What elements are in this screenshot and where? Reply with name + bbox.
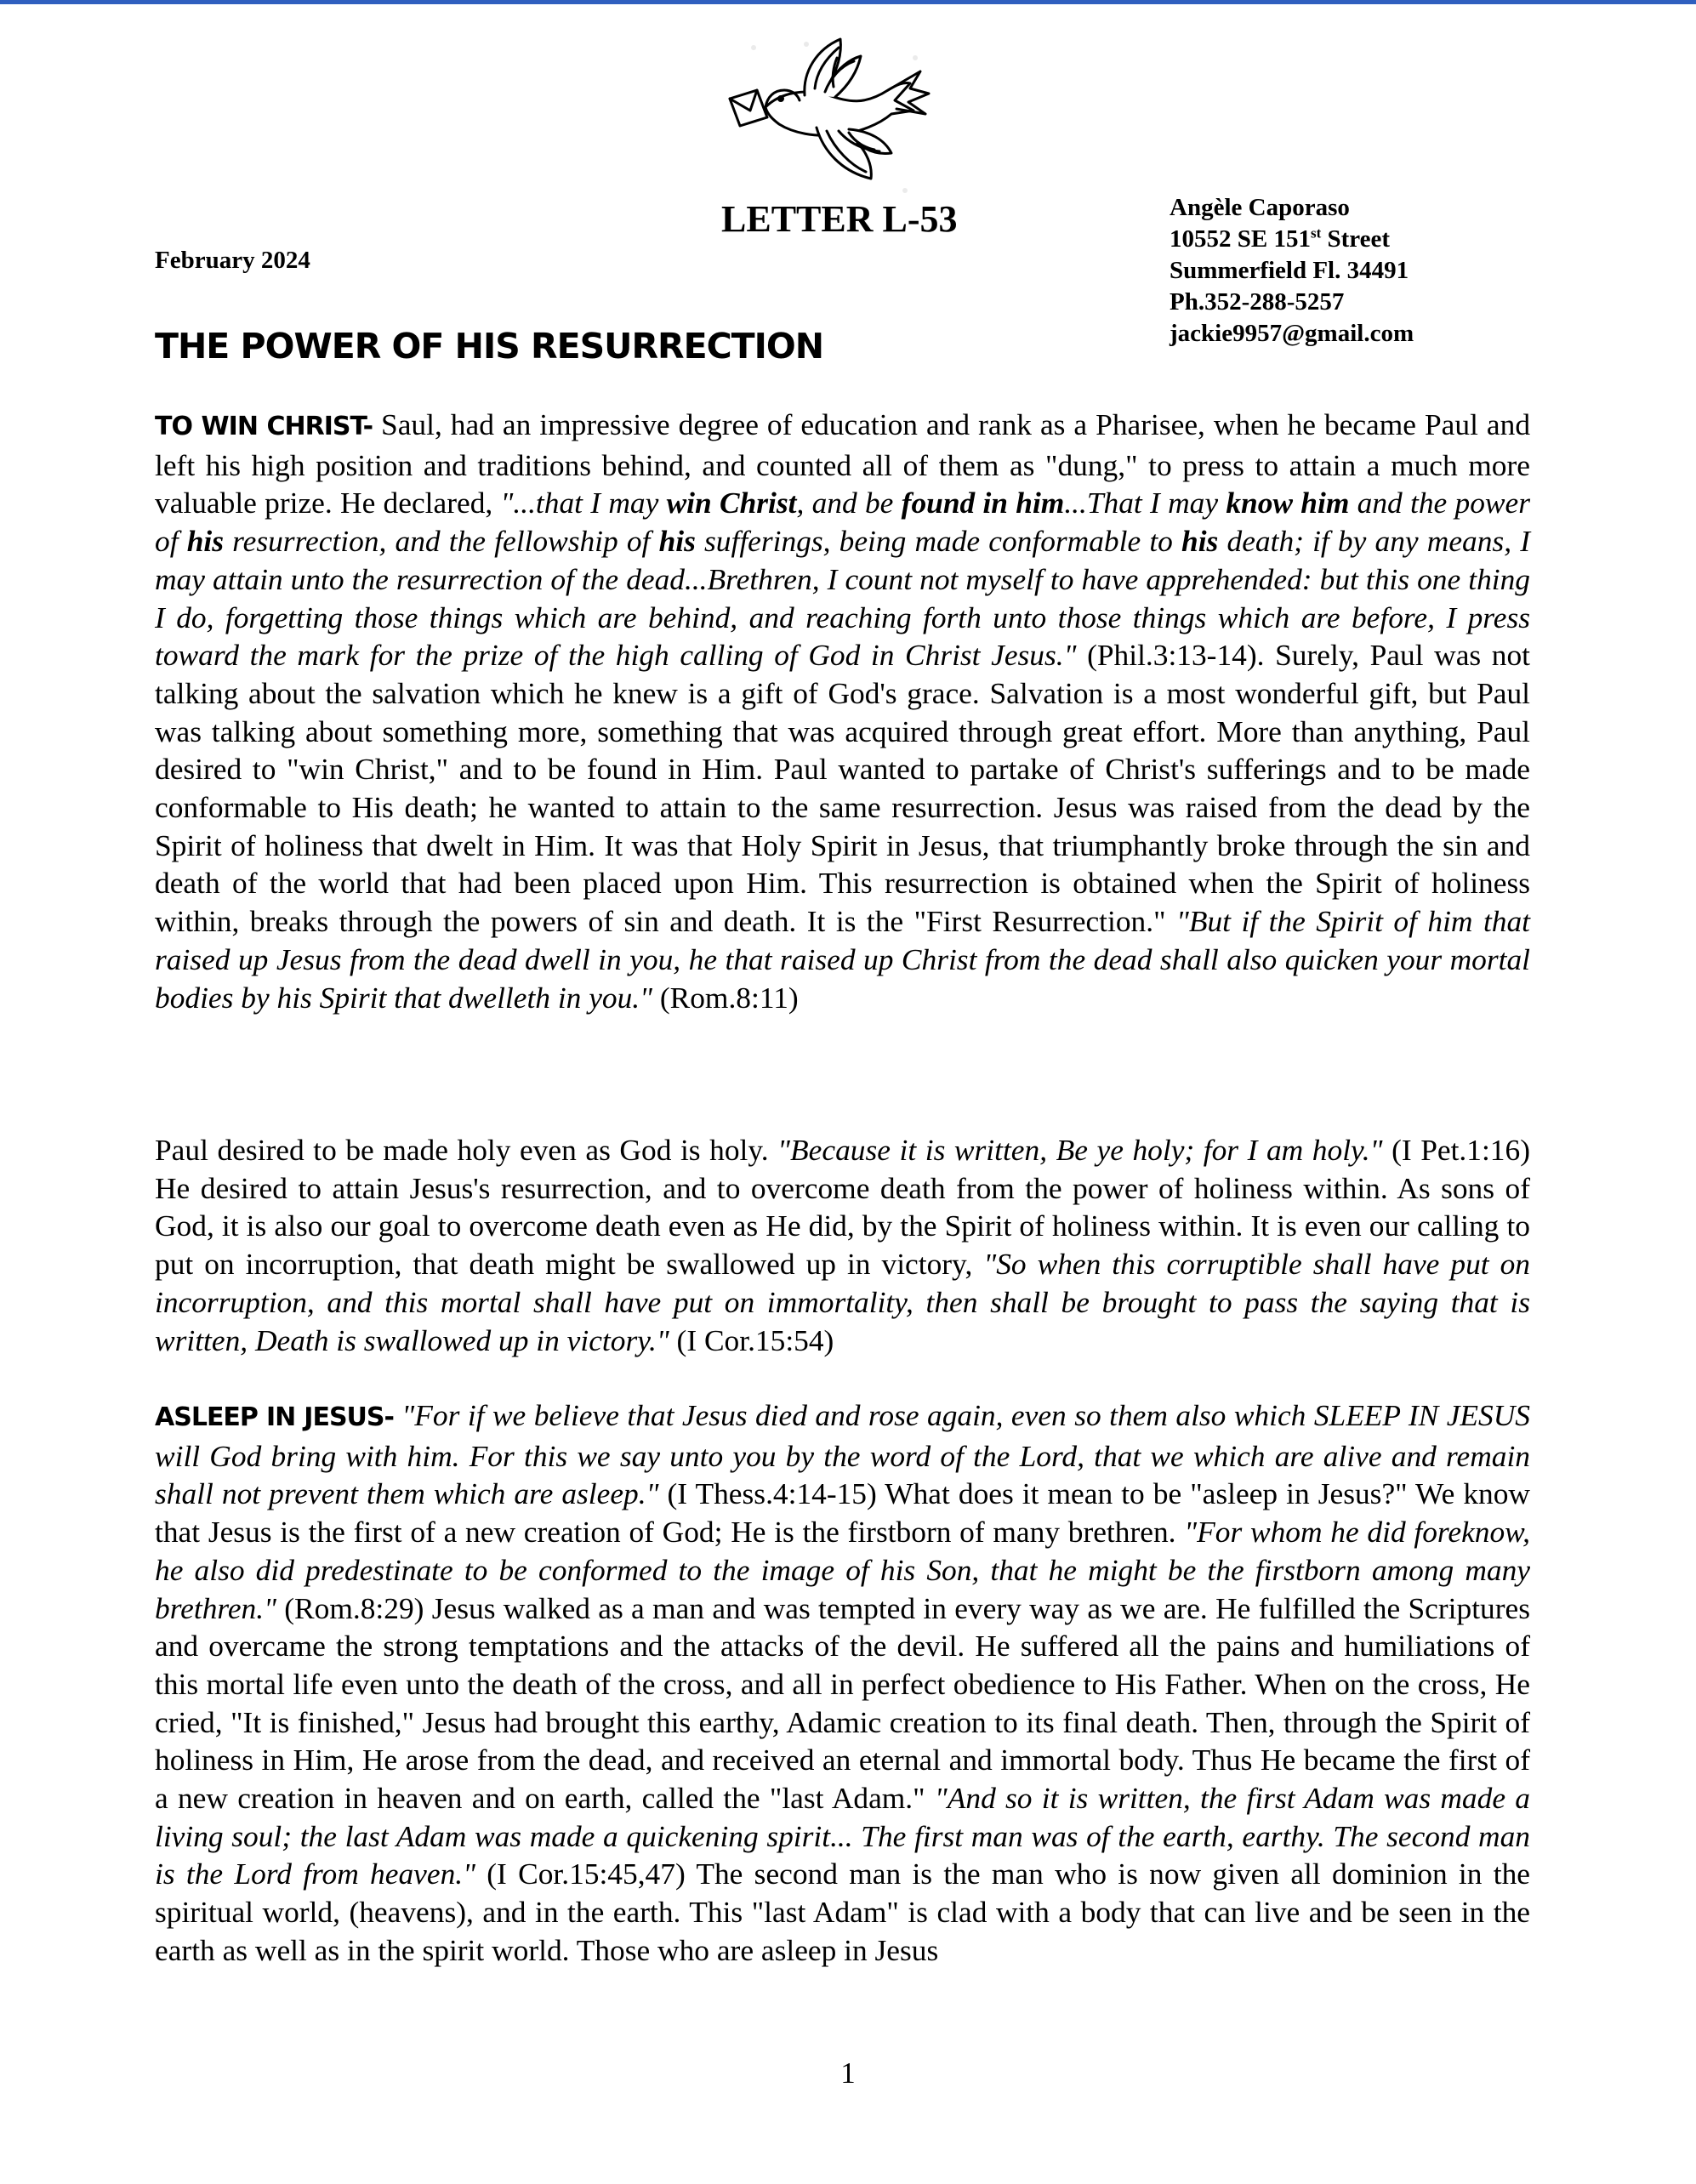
text: (I Pet.1:16) He desired to attain Jesus's resurrection, and to overcome death from the power of holiness within. As sons of God, it is also our goal to overcome death even as He did, by the Spirit of holiness within. It is even our calling to put on incorruption, that death might be swallowed up in victory,	[155, 1133, 1530, 1282]
quote: "So when this corruptible shall have put on incorruption, and this mortal shall have put on immortality, then shall be brought to pass the saying that is written, Death is swallowed up in victory."	[155, 1247, 1530, 1357]
text: Saul, had an impressive degree of education and rank as a Pharisee, when he became Paul and left his high position and traditions behind, and counted all of them as "dung," to press to attain a much more valuable prize. He declared,	[155, 407, 1531, 520]
quote: and the power of	[155, 486, 1530, 559]
sender-phone: Ph.352-288-5257	[1170, 288, 1345, 316]
quote: "Because it is written, Be ye holy; for I am holy."	[777, 1133, 1383, 1167]
text: (Rom.8:29) Jesus walked as a man and was tempted in every way as we are. He fulfilled the Scriptures and overcame the strong temptations and the attacks of the devil. He suffered all the pains and humiliations of this mortal life even unto the death of the cross, and all in perfect obedience to His Father. When on the cross, He cried, "It is finished," Jesus had brought this earthy, Adamic creation to its final death. Then, through the Spirit of holiness in Him, He arose from the dead, and received an eternal and immortal body. Thus He became the first of a new creation in heaven and on earth, called the "last Adam."	[155, 1590, 1530, 1816]
emphasis: his	[658, 524, 696, 559]
letter-date: February 2024	[155, 247, 310, 274]
quote: sufferings, being made conformable to	[695, 524, 1182, 559]
sender-street	[1170, 224, 1414, 255]
quote: resurrection, and the fellowship of	[224, 524, 659, 559]
dove-with-letter-icon	[721, 32, 934, 202]
sender-city: Summerfield Fl. 34491	[1170, 257, 1409, 284]
quote: ...That I may	[1064, 486, 1226, 520]
emphasis: his	[186, 524, 224, 559]
quote: "...that I may	[500, 486, 667, 520]
emphasis: found in him	[901, 486, 1065, 520]
street-name: Street	[1321, 225, 1391, 253]
emphasis: win Christ	[666, 486, 797, 520]
text: (I Cor.15:54)	[669, 1322, 834, 1357]
paragraph-asleep-in-jesus	[155, 1396, 1530, 1970]
section-lead-win-christ: TO WIN CHRIST-	[155, 412, 373, 441]
text: (I Cor.15:45,47) The second man is the man who is now given all dominion in the spiritual world, (heavens), and in the earth. This "last Adam" is clad with a body that can live and be seen in the earth as well as in the spirit world. Those who are asleep in Jesus	[155, 1857, 1530, 1967]
section-lead-asleep-in-jesus: ASLEEP IN JESUS-	[155, 1402, 394, 1432]
street-suffix: st	[1310, 225, 1322, 242]
text: (Rom.8:11)	[652, 980, 799, 1015]
letter-title: LETTER L-53	[721, 198, 958, 240]
main-heading: THE POWER OF HIS RESURRECTION	[155, 326, 824, 367]
quote: "For whom he did foreknow, he also did predestinate to be conformed to the image of his Son, that he might be the firstborn among many brethren."	[155, 1515, 1531, 1625]
paragraph-win-christ	[155, 406, 1530, 1016]
quote: , and be	[796, 486, 902, 520]
text: (I Thess.4:14-15) What does it mean to be "asleep in Jesus?" We know that Jesus is the first of a new creation of God; He is the firstborn of many brethren.	[155, 1476, 1530, 1550]
emphasis: his	[1181, 524, 1219, 559]
quote: "And so it is written, the first Adam was made a living soul; the last Adam was made a quickening spirit... The first man was of the earth, earthy. The second man is the Lord from heaven."	[155, 1781, 1531, 1891]
sender-email: jackie9957@gmail.com	[1170, 320, 1414, 347]
paragraph-holiness	[155, 1131, 1530, 1359]
emphasis: know him	[1226, 486, 1350, 520]
street-number: 10552 SE 151	[1170, 225, 1311, 253]
text: Paul desired to be made holy even as God is holy.	[155, 1133, 778, 1167]
quote: "But if the Spirit of him that raised up Jesus from the dead dwell in you, he that raised up Christ from the dead shall also quicken your mortal bodies by his Spirit that dwelleth in you."	[155, 904, 1530, 1015]
sender-name: Angèle Caporaso	[1170, 194, 1350, 221]
page-number: 1	[840, 2056, 856, 2090]
top-rule	[0, 0, 1696, 4]
text: (Phil.3:13-14). Surely, Paul was not talking about the salvation which he knew is a gift of God's grace. Salvation is a most wonderful gift, but Paul was talking about something more, something that was acquired through great effort. More than anything, Paul desired to "win Christ," and to be found in Him. Paul wanted to partake of Christ's sufferings and to be made conformable to His death; he wanted to attain to the same resurrection. Jesus was raised from the dead by the Spirit of holiness that dwelt in Him. It was that Holy Spirit in Jesus, that triumphantly broke through the sin and death of the world that had been placed upon Him. This resurrection is obtained when the Spirit of holiness within, breaks through the powers of sin and death. It is the "First Resurrection."	[155, 638, 1530, 939]
sender-address-block	[1170, 192, 1414, 350]
quote: "For if we believe that Jesus died and rose again, even so them also which SLEEP IN JESUS will God bring with him. For this we say unto you by the word of the Lord, that we which are alive and remain shall not prevent them which are asleep."	[155, 1398, 1530, 1511]
quote: death; if by any means, I may attain unto the resurrection of the dead...Brethren, I count not myself to have apprehended: but this one thing I do, forgetting those things which are behind, and reaching forth unto those things which are before, I press toward the mark for the prize of the high calling of God in Christ Jesus."	[155, 524, 1531, 673]
